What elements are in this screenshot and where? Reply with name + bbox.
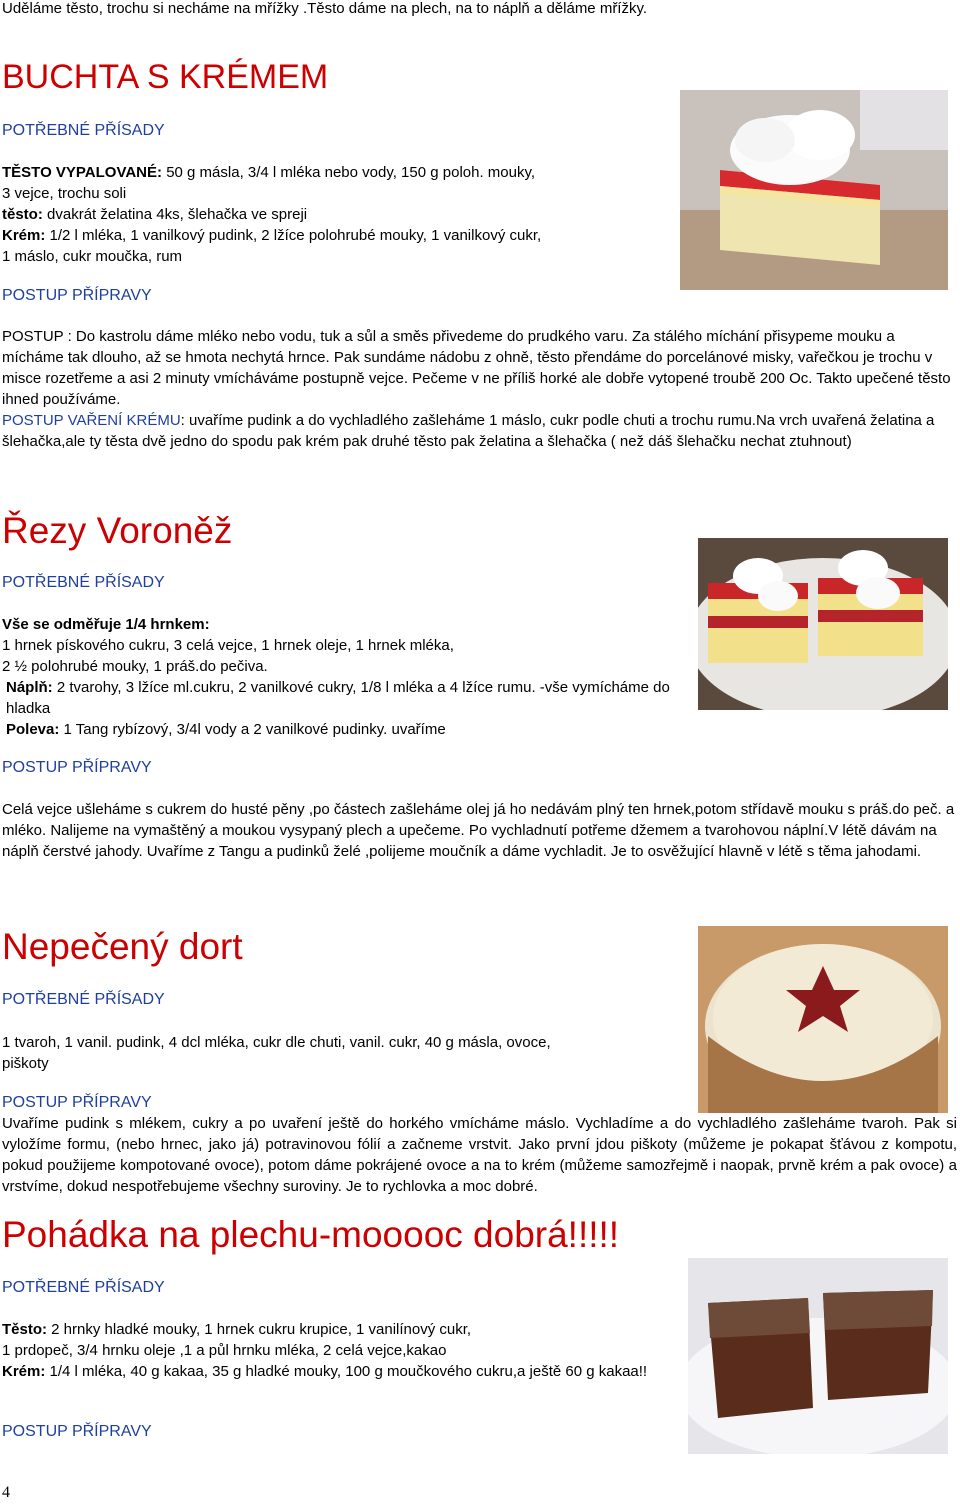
ingredient-label: Náplň: bbox=[6, 679, 53, 696]
ingredient-label: těsto: bbox=[2, 206, 43, 223]
ingredient-label: Poleva: bbox=[6, 721, 60, 738]
recipe-title-nepeceny: Nepečený dort bbox=[2, 926, 243, 967]
chocolate-sheet-cake-photo bbox=[688, 1258, 948, 1454]
recipe-title-pohadka: Pohádka na plechu-mooooc dobrá!!!!! bbox=[2, 1214, 620, 1255]
ingredients-block: Těsto: 2 hrnky hladké mouky, 1 hrnek cukru krupice, 1 vanilínový cukr, 1 prdopeč, 3/4 hrnku oleje ,1 a půl hrnku mléka, 2 celá vejce,kakao Krém: 1/4 l mléka, 40 g kakaa, 35 g hladké mouky, 100 g moučkového cukru,a ještě 60 g kakaa!! bbox=[2, 1321, 648, 1380]
ingredient-label: Krém: bbox=[2, 1363, 46, 1380]
page-number: 4 bbox=[2, 1484, 10, 1501]
ingredients-heading: POTŘEBNÉ PŘÍSADY bbox=[2, 1279, 165, 1296]
procedure-text-cream: POSTUP VAŘENÍ KRÉMU: uvaříme pudink a do vychladlého zašleháme 1 máslo, cukr podle chuti a trochu rumu.Na vrch uvařená želatina a šlehačka,ale ty těsta dvě jedno do spodu pak krém pak druhé těsto pak želatina a šlehačka ( než dáš šlehačku nechat ztuhnout) bbox=[2, 412, 935, 450]
ingredients-block: Vše se odměřuje 1/4 hrnkem: 1 hrnek pískového cukru, 3 celá vejce, 1 hrnek oleje, 1 hrnek mléka, 2 ½ polohrubé mouky, 1 práš.do pečiva. Náplň: 2 tvarohy, 3 lžíce ml.cukru, 2 vanilkové cukry, 1/8 l mléka a 4 lžíce rumu. -vše vymícháme do hladka Poleva: 1 Tang rybízový, 3/4l vody a 2 vanilkové pudinky. uvaříme bbox=[2, 616, 670, 738]
procedure-text: Celá vejce ušleháme s cukrem do husté pěny ,po částech zašleháme olej já ho nedávám plný ten hrnek,potom střídavě mouku s práš.do peč. a mléko. Nalijeme na vymaštěný a moukou vysypaný plech a upečeme. Po vychladnutí potřeme džemem a tvarohovou náplní.V létě dávám na náplň čerstvé jahody. Uvaříme z Tangu a pudinků želé ,polijeme moučník a dáme vychladit. Je to osvěžující hlavně v létě s těma jahodami. bbox=[2, 801, 955, 860]
intro-line: Uděláme těsto, trochu si necháme na mřížky .Těsto dáme na plech, na to náplň a děláme mřížky. bbox=[2, 0, 648, 17]
procedure-text: POSTUP : Do kastrolu dáme mléko nebo vodu, tuk a sůl a směs přivedeme do prudkého varu. Za stálého míchání přisypeme mouku a mícháme tak dlouho, až se hmota nechytá hrnce. Pak sundáme nádobu z ohně, těsto přendáme do porcelánové misky, vařečkou je trochu v misce rozetřeme a asi 2 minuty vmícháváme postupně vejce. Pečeme v ne příliš horké ale dobře vytopené troubě 200 Oc. Takto upečené těsto ihned používáme. bbox=[2, 328, 951, 408]
recipe-title-voronez: Řezy Voroněž bbox=[2, 510, 233, 551]
ingredients-block: TĚSTO VYPALOVANÉ: 50 g másla, 3/4 l mléka nebo vody, 150 g poloh. mouky, 3 vejce, trochu soli těsto: dvakrát želatina 4ks, šlehačka ve spreji Krém: 1/2 l mléka, 1 vanilkový pudink, 2 lžíce polohrubé mouky, 1 vanilkový cukr, 1 máslo, cukr moučka, rum bbox=[2, 164, 542, 265]
ingredients-heading: POTŘEBNÉ PŘÍSADY bbox=[2, 122, 165, 139]
voronez-slices-photo bbox=[698, 538, 948, 710]
ingredient-label: Těsto: bbox=[2, 1321, 47, 1338]
ingredients-heading: POTŘEBNÉ PŘÍSADY bbox=[2, 991, 165, 1008]
recipe-title-buchta: BUCHTA S KRÉMEM bbox=[2, 58, 329, 96]
ingredients-block: 1 tvaroh, 1 vanil. pudink, 4 dcl mléka, cukr dle chuti, vanil. cukr, 40 g másla, ovoce, piškoty bbox=[2, 1034, 551, 1072]
procedure-heading: POSTUP PŘÍPRAVY bbox=[2, 1094, 152, 1111]
ingredient-label: TĚSTO VYPALOVANÉ: bbox=[2, 164, 163, 181]
no-bake-cake-photo bbox=[698, 926, 948, 1113]
procedure-heading: POSTUP PŘÍPRAVY bbox=[2, 287, 152, 304]
ingredient-label: Krém: bbox=[2, 227, 46, 244]
cream-cake-photo bbox=[680, 90, 948, 290]
ingredients-heading: POTŘEBNÉ PŘÍSADY bbox=[2, 574, 165, 591]
procedure-text: Uvaříme pudink s mlékem, cukry a po uvaření ještě do horkého vmícháme máslo. Vychladíme a do vychladlého zašleháme tvaroh. Pak si vyložíme formu, (nebo hrnec, jako já) potravinovou fólií a začneme vrstvit. Jako první jdou piškoty (můžeme je pokapat šťávou z kompotu, pokud použijeme kompotované ovoce), potom dáme pokrájené ovoce a na to krém (můžeme samozřejmě i naopak, prvně krém a pak ovoce) a vrstvíme, dokud nespotřebujeme všechny suroviny. Je to rychlovka a moc dobré. bbox=[2, 1115, 957, 1195]
procedure-heading: POSTUP PŘÍPRAVY bbox=[2, 1423, 152, 1440]
procedure-heading: POSTUP PŘÍPRAVY bbox=[2, 759, 152, 776]
